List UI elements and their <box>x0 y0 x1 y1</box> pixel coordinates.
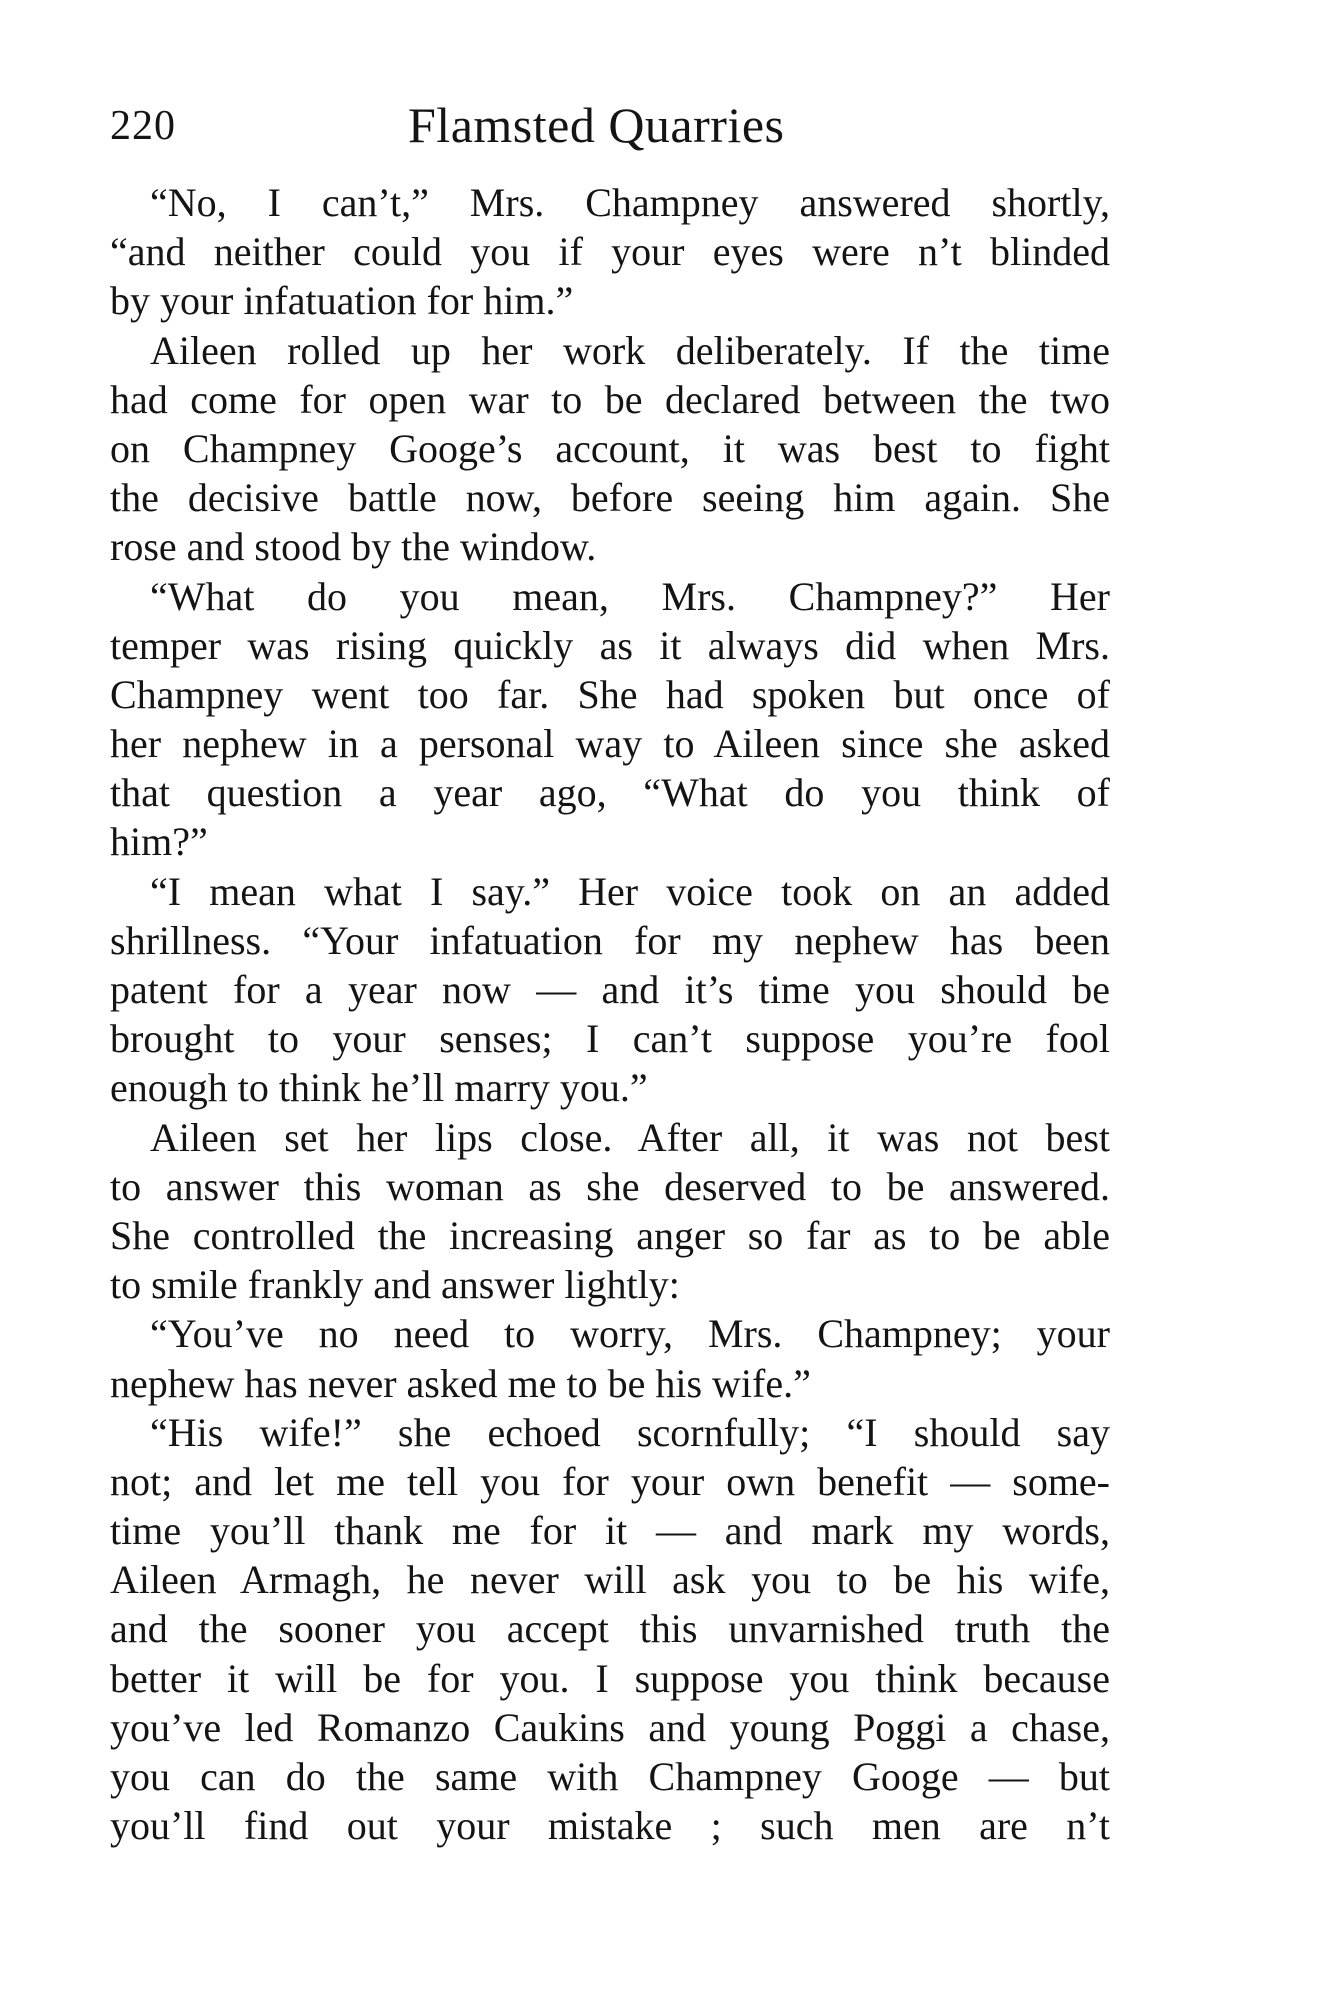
text-line: you’ll find out your mistake ; such men are n’t <box>110 1803 1110 1849</box>
text-line: brought to your senses; I can’t suppose you’re fool <box>110 1016 1110 1062</box>
text-line: “I mean what I say.” Her voice took on an added <box>150 868 1110 914</box>
text-line: better it will be for you. I suppose you think because <box>110 1655 1110 1701</box>
text-line: Aileen set her lips close. After all, it was not best <box>150 1114 1110 1160</box>
text-line: the decisive battle now, before seeing him again. She <box>110 475 1110 521</box>
text-line: nephew has never asked me to be his wife.” <box>110 1360 811 1406</box>
text-line: by your infatuation for him.” <box>110 278 574 324</box>
page-header <box>110 96 1110 158</box>
text-line: Champney went too far. She had spoken but once of <box>110 671 1110 717</box>
body-text <box>110 178 1110 1850</box>
text-line: temper was rising quickly as it always did when Mrs. <box>110 622 1110 668</box>
text-line: Aileen rolled up her work deliberately. If the time <box>150 327 1110 373</box>
text-line: him?” <box>110 819 208 865</box>
text-line: rose and stood by the window. <box>110 524 597 570</box>
running-title: Flamsted Quarries <box>408 97 785 153</box>
text-line: had come for open war to be declared between the two <box>110 376 1110 422</box>
text-line: “No, I can’t,” Mrs. Champney answered shortly, <box>150 180 1110 225</box>
text-line: She controlled the increasing anger so far as to be able <box>110 1212 1110 1258</box>
text-line: on Champney Googe’s account, it was best to fight <box>110 425 1110 471</box>
text-line: shrillness. “Your infatuation for my nephew has been <box>110 917 1110 963</box>
text-line: “His wife!” she echoed scornfully; “I should say <box>150 1409 1110 1455</box>
text-line: time you’ll thank me for it — and mark my words, <box>110 1508 1110 1554</box>
text-line: to smile frankly and answer lightly: <box>110 1262 680 1308</box>
text-line: “and neither could you if your eyes were n’t blinded <box>110 229 1110 275</box>
page-number: 220 <box>110 103 176 149</box>
text-line: you can do the same with Champney Googe — but <box>110 1754 1110 1799</box>
text-line: to answer this woman as she deserved to be answered. <box>110 1163 1110 1209</box>
text-line: patent for a year now — and it’s time you should be <box>110 967 1110 1012</box>
text-line: and the sooner you accept this unvarnished truth the <box>110 1606 1110 1652</box>
text-line: not; and let me tell you for your own benefit — some- <box>110 1458 1110 1504</box>
text-line: “What do you mean, Mrs. Champney?” Her <box>150 573 1110 619</box>
text-line: her nephew in a personal way to Aileen since she asked <box>110 721 1110 767</box>
text-line: “You’ve no need to worry, Mrs. Champney; your <box>150 1311 1110 1357</box>
text-line: that question a year ago, “What do you think of <box>110 770 1110 816</box>
text-line: Aileen Armagh, he never will ask you to be his wife, <box>110 1557 1110 1603</box>
text-line: enough to think he’ll marry you.” <box>110 1065 648 1111</box>
text-line: you’ve led Romanzo Caukins and young Poggi a chase, <box>110 1704 1110 1750</box>
